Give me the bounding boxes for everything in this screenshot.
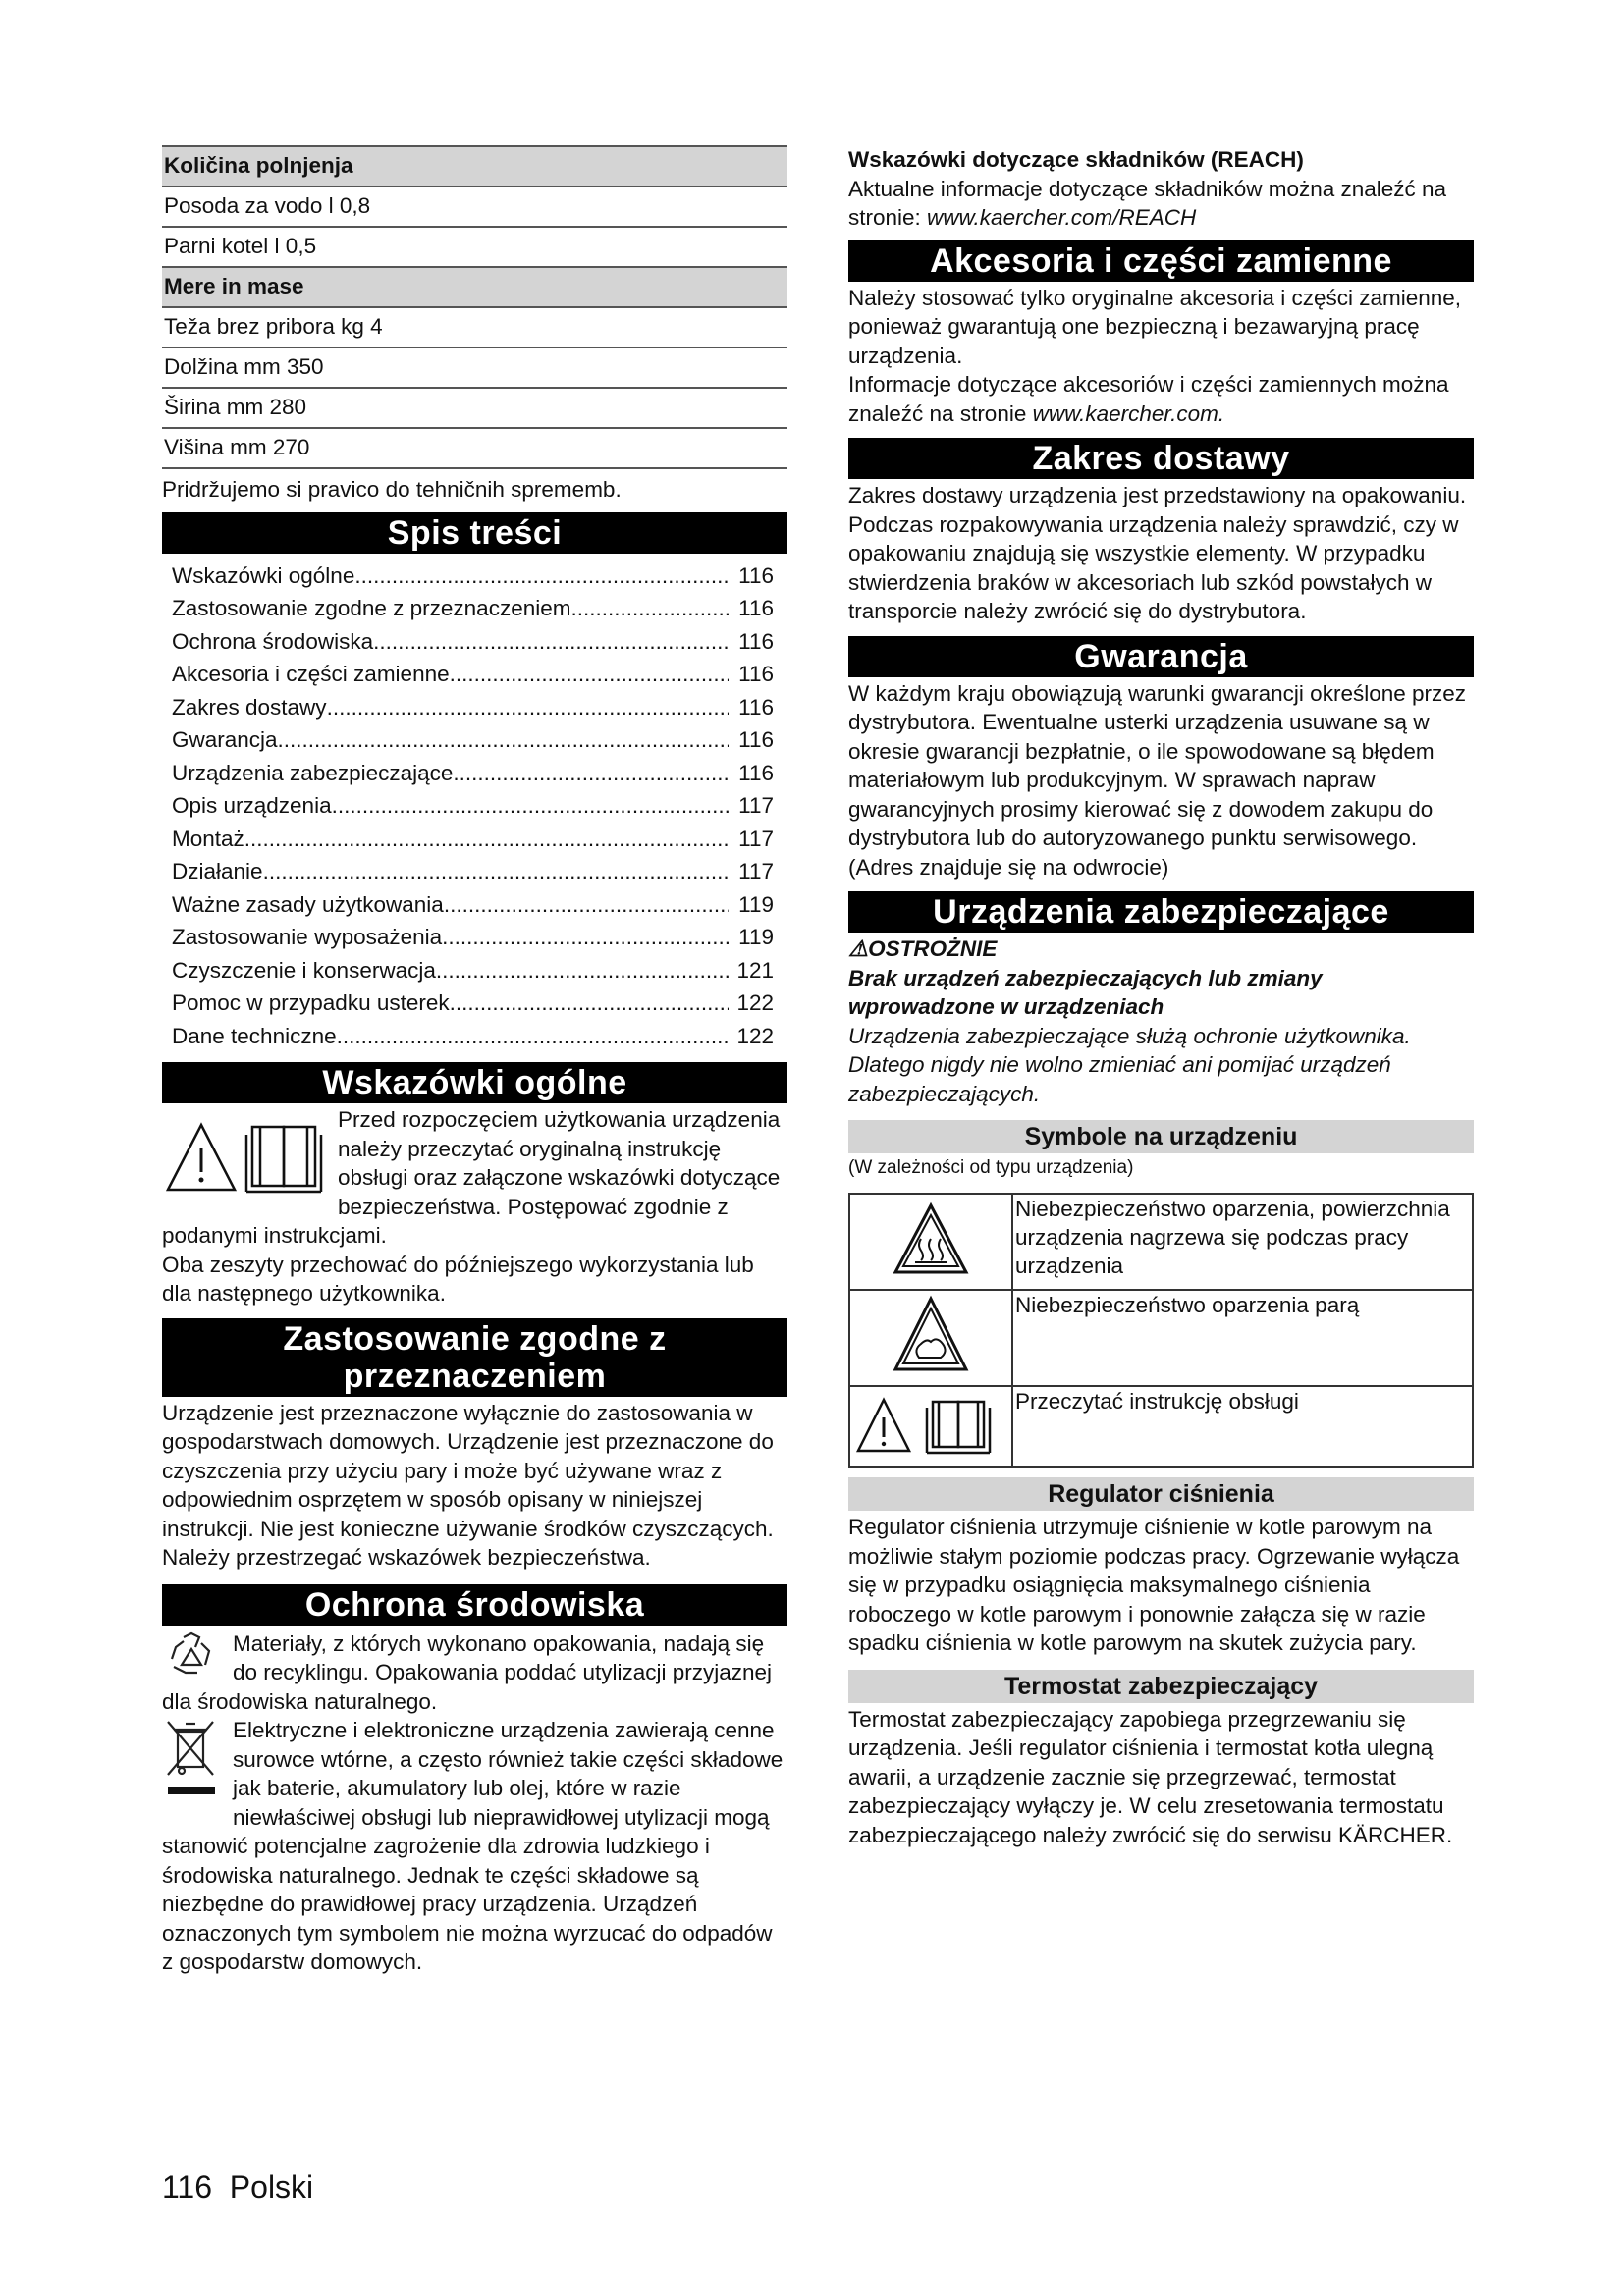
caution-label <box>848 934 1474 964</box>
accessories-text-body: Informacje dotyczące akcesoriów i części zamiennych można znaleźć na stronie <box>848 372 1449 426</box>
symbol-desc: Przeczytać instrukcję obsługi <box>1012 1386 1473 1467</box>
general-text: Przed rozpoczęciem użytkowania urządzenia należy przeczytać oryginalną instrukcję obsługi oraz załączone wskazówki dotyczące bezpieczeństwa. Postępować zgodnie z podanymi instrukcjami. <box>162 1107 781 1248</box>
toc-item-label: Zakres dostawy <box>172 694 327 720</box>
toc-item-page: 116 <box>738 760 774 785</box>
toc-item-label: Ważne zasady użytkowania <box>172 891 444 917</box>
reach-text <box>848 175 1474 233</box>
specs-row: Višina mm 270 <box>162 429 787 469</box>
specs-row: Teža brez pribora kg 4 <box>162 308 787 348</box>
toc-item-label: Działanie <box>172 859 263 883</box>
reach-link[interactable]: www.kaercher.com/REACH <box>927 205 1197 230</box>
page-number: 116 <box>162 2169 213 2205</box>
specs-row: Parni kotel l 0,5 <box>162 228 787 268</box>
toc-dot-leader <box>354 560 729 593</box>
symbol-row <box>849 1290 1473 1386</box>
toc-dot-leader <box>263 855 729 888</box>
toc-item[interactable] <box>172 592 778 625</box>
toc-item-page: 122 <box>736 1023 774 1048</box>
toc-item-label: Zastosowanie wyposażenia <box>172 925 443 949</box>
toc-item-label: Montaż <box>172 826 244 851</box>
toc-item[interactable] <box>172 723 778 757</box>
steam-warning-icon <box>849 1290 1012 1386</box>
toc-item[interactable] <box>172 625 778 659</box>
toc-item-label: Ochrona środowiska <box>172 628 374 654</box>
weee-bin-icon <box>162 1716 227 1810</box>
thermostat-text: Termostat zabezpieczający zapobiega przegrzewaniu się urządzenia. Jeśli regulator ciśnienia i termostat kotła ulegną awarii, a urządzenie zacznie się przegrzewać, termostat zabezpieczający wyłączy je. W celu zresetowania termostatu zabezpieczającego należy zwrócić się do serwisu KÄRCHER. <box>848 1706 1453 1847</box>
toc-dot-leader <box>444 888 729 922</box>
toc-dot-leader <box>453 757 729 790</box>
general-title: Wskazówki ogólne <box>162 1062 787 1103</box>
intended-use-text: Urządzenie jest przeznaczone wyłącznie do zastosowania w gospodarstwach domowych. Urządzenie jest przeznaczone do czyszczenia przy użyciu pary i może być używane wraz z odpowiednim osprzętem w sposób opisany w niniejszej instrukcji. Nie jest konieczne używanie środków czyszczących. Należy przestrzegać wskazówek bezpieczeństwa. <box>162 1400 774 1570</box>
recycling-icon <box>162 1629 227 1684</box>
toc-item-page: 117 <box>738 826 774 851</box>
symbol-desc: Niebezpieczeństwo oparzenia, powierzchnia urządzenia nagrzewa się podczas pracy urządzenia <box>1012 1194 1473 1290</box>
toc-item[interactable] <box>172 789 778 823</box>
toc-item[interactable] <box>172 921 778 954</box>
specs-row: Posoda za vodo l 0,8 <box>162 187 787 228</box>
read-manual-icon <box>849 1386 1012 1467</box>
caution-label-text: OSTROŻNIE <box>868 936 998 961</box>
toc-dot-leader <box>450 987 729 1020</box>
toc-item[interactable] <box>172 823 778 856</box>
environment-section <box>162 1629 787 1977</box>
right-column <box>848 145 1474 1849</box>
warning-triangle-icon <box>162 1105 334 1196</box>
delivery-text: Zakres dostawy urządzenia jest przedstawiony na opakowaniu. Podczas rozpakowywania urządzenia należy sprawdzić, czy w opakowaniu znajdują się wszystkie elementy. W przypadku stwierdzenia braków w akcesoriach lub szkód powstałych w transporcie należy zwrócić się do dystrybutora. <box>848 483 1467 623</box>
specs-row: Dolžina mm 350 <box>162 348 787 389</box>
symbol-row <box>849 1386 1473 1467</box>
toc-item-page: 116 <box>738 694 774 720</box>
caution-icon: ⚠ <box>848 936 869 961</box>
symbol-row <box>849 1194 1473 1290</box>
toc-dot-leader <box>327 691 729 724</box>
toc-dot-leader <box>373 625 729 659</box>
toc-item[interactable] <box>172 757 778 790</box>
toc-item-page: 117 <box>738 793 774 818</box>
reach-text-body: Aktualne informacje dotyczące składników można znaleźć na stronie: <box>848 176 1447 230</box>
toc-dot-leader <box>278 723 729 757</box>
toc-item-page: 116 <box>738 727 774 752</box>
toc-dot-leader <box>442 921 729 954</box>
toc-item-label: Dane techniczne <box>172 1023 337 1048</box>
table-of-contents <box>162 554 787 1053</box>
accessories-text-1: Należy stosować tylko oryginalne akcesoria i części zamienne, ponieważ gwarantują one bezpieczną i bezawaryjną pracę urządzenia. <box>848 285 1462 368</box>
toc-item[interactable] <box>172 987 778 1020</box>
toc-item[interactable] <box>172 888 778 922</box>
toc-item[interactable] <box>172 855 778 888</box>
delivery-title: Zakres dostawy <box>848 438 1474 479</box>
toc-item-page: 119 <box>738 925 774 949</box>
toc-item-label: Akcesoria i części zamienne <box>172 662 450 686</box>
specs-row: Širina mm 280 <box>162 389 787 429</box>
symbol-desc: Niebezpieczeństwo oparzenia parą <box>1012 1290 1473 1386</box>
accessories-link[interactable]: www.kaercher.com. <box>1032 400 1225 426</box>
toc-item[interactable] <box>172 658 778 691</box>
toc-dot-leader <box>337 1020 729 1053</box>
toc-title: Spis treści <box>162 512 787 554</box>
toc-dot-leader <box>332 789 729 823</box>
safety-title: Urządzenia zabezpieczające <box>848 891 1474 933</box>
accessories-text-2 <box>848 370 1474 428</box>
warning-manual-icons <box>162 1105 334 1196</box>
warranty-title: Gwarancja <box>848 636 1474 677</box>
general-text-2: Oba zeszyty przechować do późniejszego wykorzystania lub dla następnego użytkownika. <box>162 1252 754 1306</box>
toc-item-label: Pomoc w przypadku usterek <box>172 990 450 1015</box>
toc-item-label: Czyszczenie i konserwacja <box>172 957 436 983</box>
toc-item-label: Zastosowanie zgodne z przeznaczeniem <box>172 596 571 620</box>
toc-item[interactable] <box>172 1020 778 1053</box>
toc-item[interactable] <box>172 691 778 724</box>
environment-title: Ochrona środowiska <box>162 1584 787 1626</box>
general-section <box>162 1105 787 1308</box>
toc-item-label: Gwarancja <box>172 727 278 752</box>
pressure-text: Regulator ciśnienia utrzymuje ciśnienie w kotle parowym na możliwie stałym poziomie podczas pracy. Ogrzewanie wyłącza się w przypadku osiągnięcia maksymalnego ciśnienia roboczego w kotle parowym i ponownie załącza się w razie spadku ciśnienia w kotle parowym na skutek zużycia pary. <box>848 1515 1460 1655</box>
environment-text-2: Elektryczne i elektroniczne urządzenia zawierają cenne surowce wtórne, a często również takie części składowe jak baterie, akumulatory lub olej, które w razie niewłaściwej obsługi lub nieprawidłowej utylizacji mogą stanowić potencjalne zagrożenie dla zdrowia ludzkiego i środowiska naturalnego. Jednak te części składowe są niezbędne do prawidłowej pracy urządzenia. Urządzeń oznaczonych tym symbolem nie można wyrzucać do odpadów z gospodarstw domowych. <box>162 1718 784 1974</box>
caution-bold: Brak urządzeń zabezpieczających lub zmiany wprowadzone w urządzeniach <box>848 965 1323 1019</box>
warranty-text: W każdym kraju obowiązują warunki gwarancji określone przez dystrybutora. Ewentualne usterki urządzenia usuwane są w okresie gwarancji bezpłatnie, o ile spowodowane są błędem materiałowym lub produkcyjnym. W sprawach napraw gwarancyjnych prosimy kierować się z dowodem zakupu do dystrybutora lub do autoryzowanego punktu serwisowego. <box>848 680 1467 850</box>
footer-language: Polski <box>229 2169 314 2205</box>
symbols-subtitle: (W zależności od typu urządzenia) <box>848 1157 1134 1178</box>
symbols-table <box>848 1193 1474 1468</box>
specs-note: Pridržujemo si pravico do tehničnih sprememb. <box>162 477 622 502</box>
toc-item-label: Urządzenia zabezpieczające <box>172 760 454 785</box>
toc-item[interactable] <box>172 560 778 593</box>
accessories-title: Akcesoria i części zamienne <box>848 240 1474 282</box>
page-footer <box>162 2167 313 2207</box>
toc-item-page: 122 <box>736 990 774 1015</box>
toc-item-page: 117 <box>738 859 774 883</box>
toc-item-page: 116 <box>738 662 774 686</box>
environment-text-1: Materiały, z których wykonano opakowania, nadają się do recyklingu. Opakowania poddać utylizacji przyjaznej dla środowiska naturalnego. <box>162 1630 773 1714</box>
caution-text-2: Dlatego nigdy nie wolno zmieniać ani pomijać urządzeń zabezpieczających. <box>848 1052 1391 1106</box>
hot-surface-warning-icon <box>849 1194 1012 1290</box>
toc-item-page: 116 <box>738 562 774 588</box>
toc-item-page: 116 <box>738 628 774 654</box>
toc-dot-leader <box>244 823 729 856</box>
toc-item-label: Wskazówki ogólne <box>172 562 355 588</box>
toc-item-label: Opis urządzenia <box>172 793 332 818</box>
toc-item-page: 121 <box>736 957 774 983</box>
thermostat-title: Termostat zabezpieczający <box>848 1670 1474 1703</box>
reach-title: Wskazówki dotyczące składników (REACH) <box>848 147 1304 172</box>
specs-heading: Količina polnjenja <box>162 147 787 187</box>
specs-heading: Mere in mase <box>162 268 787 308</box>
toc-dot-leader <box>450 658 729 691</box>
pressure-title: Regulator ciśnienia <box>848 1477 1474 1511</box>
left-column <box>162 145 787 1977</box>
specs-table <box>162 145 787 469</box>
caution-text-1: Urządzenia zabezpieczające służą ochronie użytkownika. <box>848 1023 1411 1048</box>
toc-dot-leader <box>436 954 729 988</box>
toc-item[interactable] <box>172 954 778 988</box>
toc-dot-leader <box>570 592 729 625</box>
toc-item-page: 116 <box>738 596 774 620</box>
warranty-text-2: (Adres znajduje się na odwrocie) <box>848 854 1169 880</box>
intended-use-title: Zastosowanie zgodne z przeznaczeniem <box>162 1318 787 1397</box>
book-icon <box>246 1127 321 1192</box>
toc-item-page: 119 <box>738 891 774 917</box>
symbols-title: Symbole na urządzeniu <box>848 1120 1474 1153</box>
